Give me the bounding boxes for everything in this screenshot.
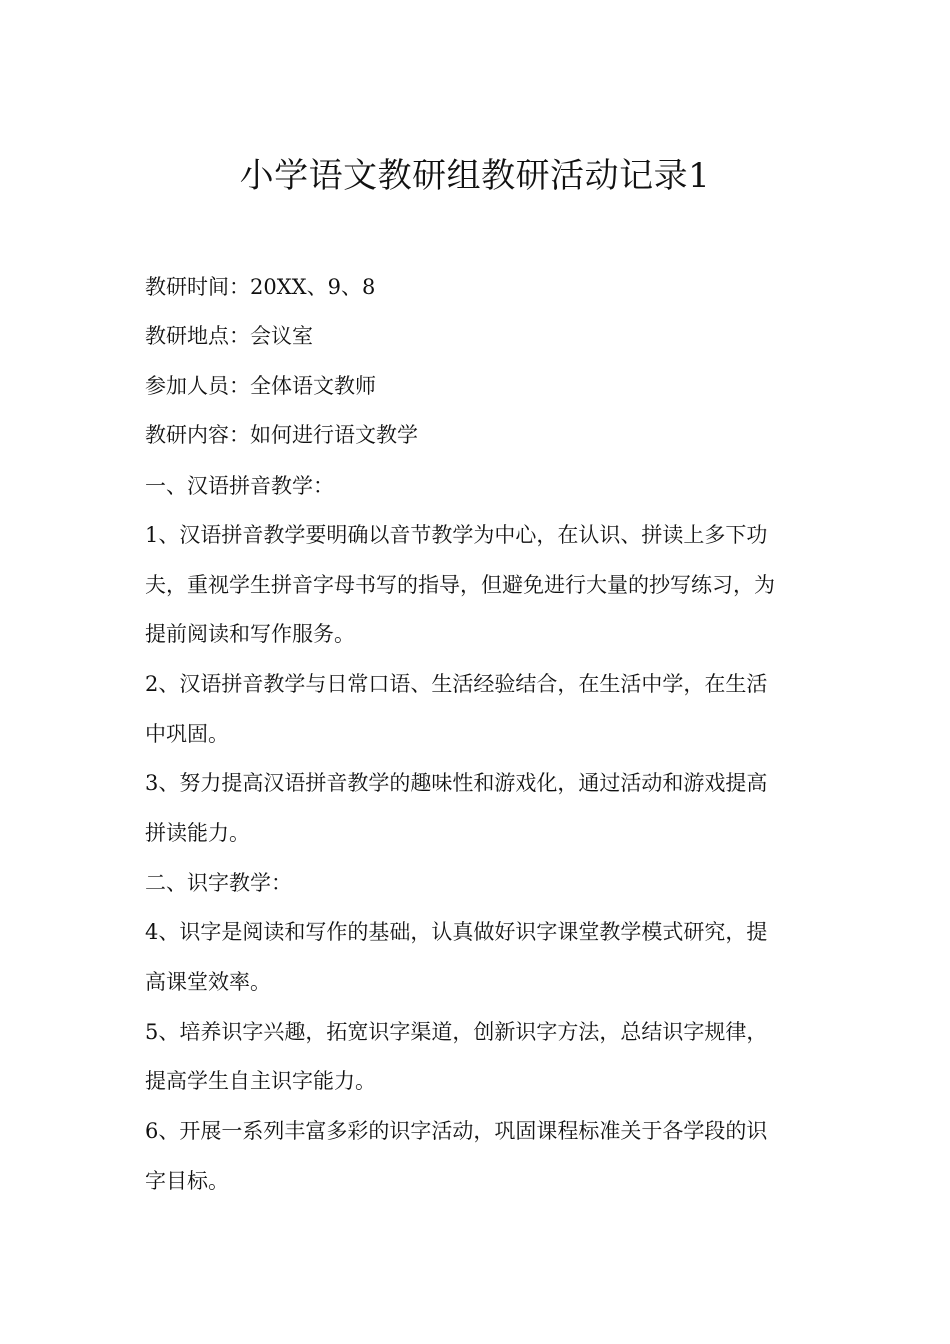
paragraph-line: 5、培养识字兴趣，拓宽识字渠道，创新识字方法，总结识字规律， [145,1020,768,1044]
paragraph-line: 高课堂效率。 [145,970,271,994]
paragraph-line: 拼读能力。 [145,821,250,845]
meta-location: 教研地点：会议室 [145,324,313,348]
paragraph-line: 6、开展一系列丰富多彩的识字活动，巩固课程标准关于各学段的识 [145,1119,768,1143]
meta-participants: 参加人员：全体语文教师 [145,374,376,398]
document-title: 小学语文教研组教研活动记录1 [239,156,711,196]
paragraph-line: 1、汉语拼音教学要明确以音节教学为中心，在认识、拼读上多下功 [145,523,768,547]
paragraph-line: 2、汉语拼音教学与日常口语、生活经验结合，在生活中学，在生活 [145,672,768,696]
meta-content: 教研内容：如何进行语文教学 [145,423,418,447]
meta-time: 教研时间：20XX、9、8 [145,275,376,299]
section-heading-literacy: 二、识字教学： [145,871,292,895]
paragraph-line: 4、识字是阅读和写作的基础，认真做好识字课堂教学模式研究，提 [145,920,768,944]
section-heading-pinyin: 一、汉语拼音教学： [145,474,334,498]
paragraph-line: 3、努力提高汉语拼音教学的趣味性和游戏化，通过活动和游戏提高 [145,771,768,795]
paragraph-line: 提高学生自主识字能力。 [145,1069,376,1093]
paragraph-line: 提前阅读和写作服务。 [145,622,355,646]
paragraph-line: 夫，重视学生拼音字母书写的指导，但避免进行大量的抄写练习，为 [145,573,775,597]
paragraph-line: 中巩固。 [145,722,229,746]
paragraph-line: 字目标。 [145,1169,229,1193]
